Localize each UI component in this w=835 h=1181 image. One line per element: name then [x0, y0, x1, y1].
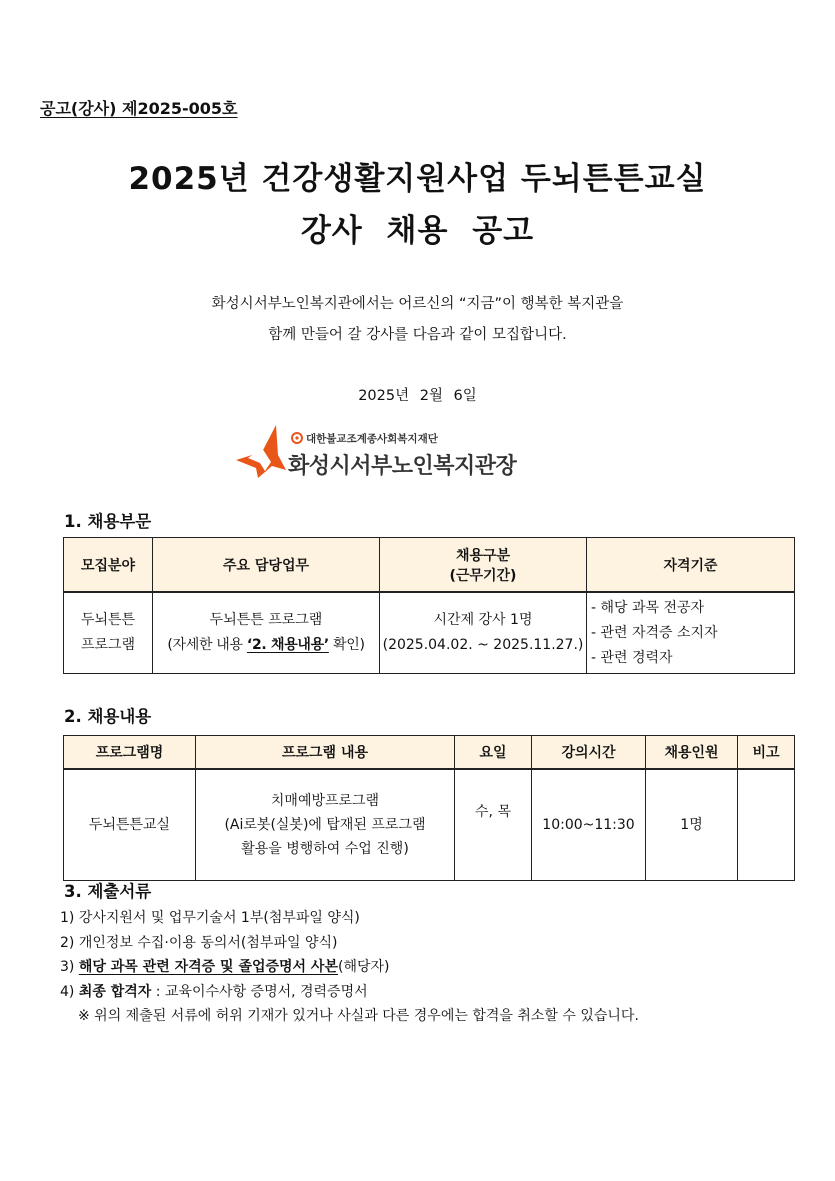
header-program-name: 프로그램명: [64, 736, 196, 770]
list-item: 1) 강사지원서 및 업무기술서 1부(첨부파일 양식): [60, 910, 360, 926]
star-logo-icon: [0, 0, 835, 500]
header-type-label: 채용구분: [455, 547, 511, 564]
item-emphasis: 해당 과목 관련 자격증 및 졸업증명서 사본: [78, 959, 338, 975]
note-cell: [738, 769, 795, 881]
intro-line-2: 함께 만들어 갈 강사를 다음과 같이 모집합니다.: [268, 327, 567, 343]
program-table: [63, 735, 795, 881]
period-line: (2025.04.02. ~ 2025.11.27.): [382, 637, 584, 653]
header-field: 모집분야: [64, 538, 153, 593]
content-line: 치매예방프로그램: [270, 793, 380, 809]
page-title: 2025년 건강생활지원사업 두뇌튼튼교실: [128, 161, 707, 197]
organization-name: 화성시서부노인복지관장: [288, 454, 517, 479]
duty-line: 두뇌튼튼 프로그램: [209, 612, 323, 628]
recruitment-table: [63, 537, 795, 674]
page-subtitle: 강사 채용 공고: [300, 213, 535, 249]
table-row: [64, 769, 795, 881]
content-line: (Ai로봇(실봇)에 탑재된 프로그램: [224, 817, 426, 833]
list-item: 2) 개인정보 수집·이용 동의서(첨부파일 양식): [60, 934, 338, 951]
type-cell: [380, 592, 587, 674]
list-item: [60, 980, 639, 1005]
intro-line-1: 화성시서부노인복지관에서는 어르신의 “지금”이 행복한 복지관을: [211, 296, 624, 312]
header-days: 요일: [455, 736, 532, 770]
item-text: : 교육이수사항 증명서, 경력증명서: [151, 983, 368, 1000]
qualification-item: - 관련 경력자: [591, 649, 673, 666]
disclaimer-note: ※ 위의 제출된 서류에 허위 기재가 있거나 사실과 다른 경우에는 합격을 취소할 수 있습니다.: [78, 1008, 639, 1024]
count-cell: 1명: [646, 769, 738, 881]
duty-prefix: (자세한 내용: [167, 637, 247, 653]
table-row: [64, 592, 795, 674]
duty-suffix: 확인): [328, 637, 365, 653]
header-note: 비고: [738, 736, 795, 770]
program-content-cell: [196, 769, 455, 881]
header-duty: 주요 담당업무: [153, 538, 380, 593]
header-count: 채용인원: [646, 736, 738, 770]
item-emphasis: 최종 합격자: [78, 983, 152, 1000]
notice-number: 공고(강사) 제2025-005호: [40, 99, 238, 118]
program-name-cell: 두뇌튼튼교실: [64, 769, 196, 881]
section-heading-details: 2. 채용내용: [64, 707, 152, 726]
notice-date: 2025년 2월 6일: [358, 388, 477, 404]
duty-cell: [153, 592, 380, 674]
content-line: 활용을 병행하여 수업 진행): [241, 841, 409, 857]
section-heading-recruitment: 1. 채용부문: [64, 512, 152, 531]
header-program-content: 프로그램 내용: [196, 736, 455, 770]
item-number: 4): [60, 983, 79, 1000]
time-cell: 10:00~11:30: [532, 769, 646, 881]
header-type-period: (근무기간): [449, 567, 517, 584]
header-qualification: 자격기준: [587, 538, 795, 593]
qualification-item: - 해당 과목 전공자: [591, 599, 705, 616]
field-line: 프로그램: [80, 637, 136, 653]
field-line: 두뇌튼튼: [80, 612, 136, 628]
header-type: [380, 538, 587, 593]
foundation-name: 대한불교조계종사회복지재단: [306, 433, 438, 445]
type-line: 시간제 강사 1명: [433, 612, 533, 628]
header-time: 강의시간: [532, 736, 646, 770]
section-heading-documents: 3. 제출서류: [64, 882, 152, 901]
document-list: [60, 906, 639, 1029]
dharma-wheel-icon: [291, 432, 303, 444]
field-cell: [64, 592, 153, 674]
list-item: [60, 955, 639, 980]
item-text: (해당자): [337, 959, 390, 975]
qualification-cell: [587, 592, 795, 674]
qualification-item: - 관련 자격증 소지자: [591, 624, 718, 641]
duty-reference: ‘2. 채용내용’: [246, 637, 329, 653]
days-cell: 수, 목: [455, 769, 532, 881]
item-number: 3): [60, 959, 79, 975]
